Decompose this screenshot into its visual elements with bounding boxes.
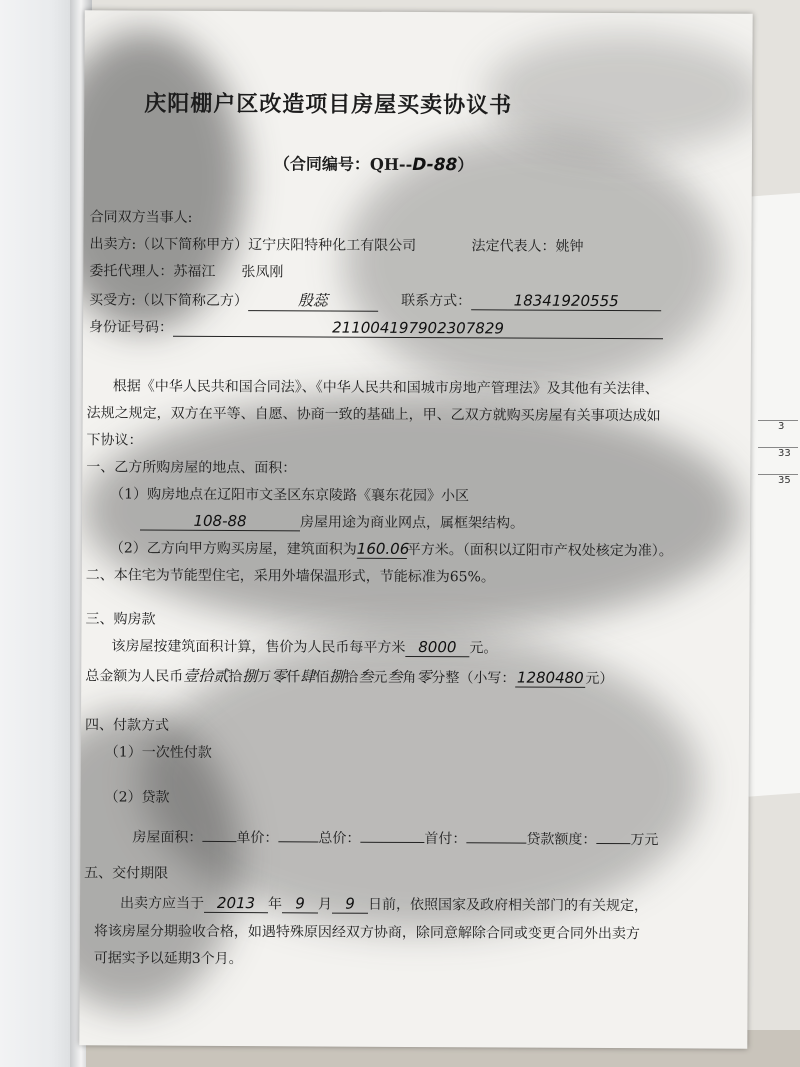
loan-amount-label: 贷款额度： (526, 831, 597, 848)
contract-page (79, 10, 752, 1048)
total-unit: 仟 (286, 669, 301, 686)
delivery-label: 出卖方应当于 (119, 895, 205, 912)
seller-line: 出卖方:（以下简称甲方）辽宁庆阳特种化工有限公司 (89, 236, 417, 254)
buyer-label: 买受方:（以下简称乙方） (89, 292, 248, 310)
total-unit: 角 (402, 669, 417, 687)
loan-unit-blank (278, 841, 318, 842)
parties-heading: 合同双方当事人: (89, 209, 193, 226)
total-end: 元） (585, 670, 614, 688)
contact-line (401, 290, 661, 311)
loan-line (132, 827, 658, 850)
price-unit: 元。 (469, 640, 498, 657)
agent-line: 委托代理人：苏福江 (89, 263, 216, 280)
loan-total-blank (360, 842, 424, 843)
id-value: 211004197902307829 (173, 318, 663, 340)
total-digit: 肆 (300, 667, 316, 686)
side-table (758, 420, 798, 740)
total-digit: 捌 (242, 667, 258, 686)
loan-down-blank (466, 842, 526, 843)
total-digit: 叁 (358, 667, 374, 686)
id-line (89, 316, 663, 339)
loan-amount-unit: 万元 (630, 832, 659, 849)
section-4-heading: 四、付款方式 (84, 717, 170, 734)
side-row: 33 (758, 447, 798, 474)
total-digit: 捌 (329, 667, 345, 686)
total-unit: 元 (373, 669, 388, 686)
section-1-item-1: （1）购房地点在辽阳市文圣区东京陵路《襄东花园》小区 (110, 486, 470, 505)
contract-number-close: ） (457, 155, 474, 175)
contract-number-label: （合同编号：QH-- (273, 154, 413, 174)
delivery-month-unit: 月 (317, 896, 333, 913)
id-label: 身份证号码： (89, 319, 174, 336)
contract-number (274, 151, 474, 175)
side-row: 3 (758, 420, 798, 447)
room-line (140, 511, 524, 533)
section-3-heading: 三、购房款 (85, 611, 156, 628)
delivery-line-1 (120, 892, 648, 915)
payment-option-2: （2）贷款 (104, 789, 170, 806)
total-small-value: 1280480 (516, 668, 584, 687)
area-label: （2）乙方向甲方购买房屋，建筑面积为 (109, 540, 357, 558)
preamble-line-1: 根据《中华人民共和国合同法》、《中华人民共和国城市房地产管理法》及其他有关法律、 (112, 378, 659, 398)
delivery-year: 2013 (204, 894, 268, 913)
total-digit: 零 (271, 667, 287, 686)
delivery-rule: 日前，依照国家及政府相关部门的有关规定， (367, 896, 649, 915)
preamble-line-2: 法规之规定，双方在平等、自愿、协商一致的基础上，甲、乙双方就购买房屋有关事项达成如 (86, 405, 661, 425)
total-digit: 零 (416, 668, 432, 687)
price-line (111, 635, 497, 657)
total-digit: 壹拾贰 (183, 666, 229, 686)
toner-smudge (484, 32, 753, 153)
document-title: 庆阳棚户区改造项目房屋买卖协议书 (144, 90, 513, 119)
loan-amount-blank (596, 843, 630, 844)
section-1-heading: 一、乙方所购房屋的地点、面积： (86, 459, 297, 477)
legal-rep: 法定代表人：姚钟 (471, 238, 584, 255)
delivery-year-unit: 年 (267, 896, 283, 913)
toner-smudge (79, 30, 244, 331)
buyer-name: 殷蕊 (248, 289, 378, 312)
loan-unit-label: 单价： (236, 830, 279, 847)
loan-area-label: 房屋面积： (132, 829, 203, 846)
loan-area-blank (202, 841, 236, 842)
loan-total-label: 总价： (318, 830, 361, 847)
payment-option-1: （1）一次性付款 (104, 744, 212, 761)
room-usage: 房屋用途为商业网点，属框架结构。 (299, 514, 525, 532)
loan-down-label: 首付： (424, 831, 467, 848)
side-row: 35 (758, 474, 798, 501)
total-unit: 分整（小写： (431, 670, 516, 687)
section-5-heading: 五、交付期限 (84, 865, 169, 882)
buyer-line (89, 288, 378, 312)
room-number: 108-88 (140, 512, 300, 532)
delivery-line-3: 可据实予以延期3个月。 (93, 950, 243, 968)
price-label: 该房屋按建筑面积计算，售价为人民币每平方米 (111, 638, 406, 656)
total-unit: 佰 (315, 669, 330, 686)
area-value: 160.06 (356, 539, 410, 558)
area-note: 平方米。（面积以辽阳市产权处核定为准）。 (406, 541, 673, 560)
agent-second: 张凤刚 (241, 264, 284, 281)
total-unit: 万 (257, 669, 272, 686)
price-value: 8000 (405, 638, 469, 657)
total-label: 总金额为人民币 (85, 668, 184, 685)
contact-value: 18341920555 (471, 291, 661, 311)
delivery-line-2: 将该房屋分期验收合格，如遇特殊原因经双方协商，除同意解除合同或变更合同外出卖方 (93, 923, 640, 943)
total-digit: 叁 (387, 667, 403, 686)
total-unit: 拾 (228, 669, 243, 686)
delivery-day: 9 (332, 895, 368, 914)
contract-number-value: D-88 (412, 154, 458, 176)
section-2: 二、本住宅为节能型住宅，采用外墙保温形式，节能标准为65%。 (85, 567, 495, 586)
preamble-line-3: 下协议： (86, 432, 143, 449)
total-line (85, 664, 613, 688)
section-1-item-2 (110, 537, 673, 560)
delivery-month: 9 (282, 894, 318, 913)
contact-label: 联系方式： (401, 292, 472, 310)
total-unit: 拾 (344, 669, 359, 686)
